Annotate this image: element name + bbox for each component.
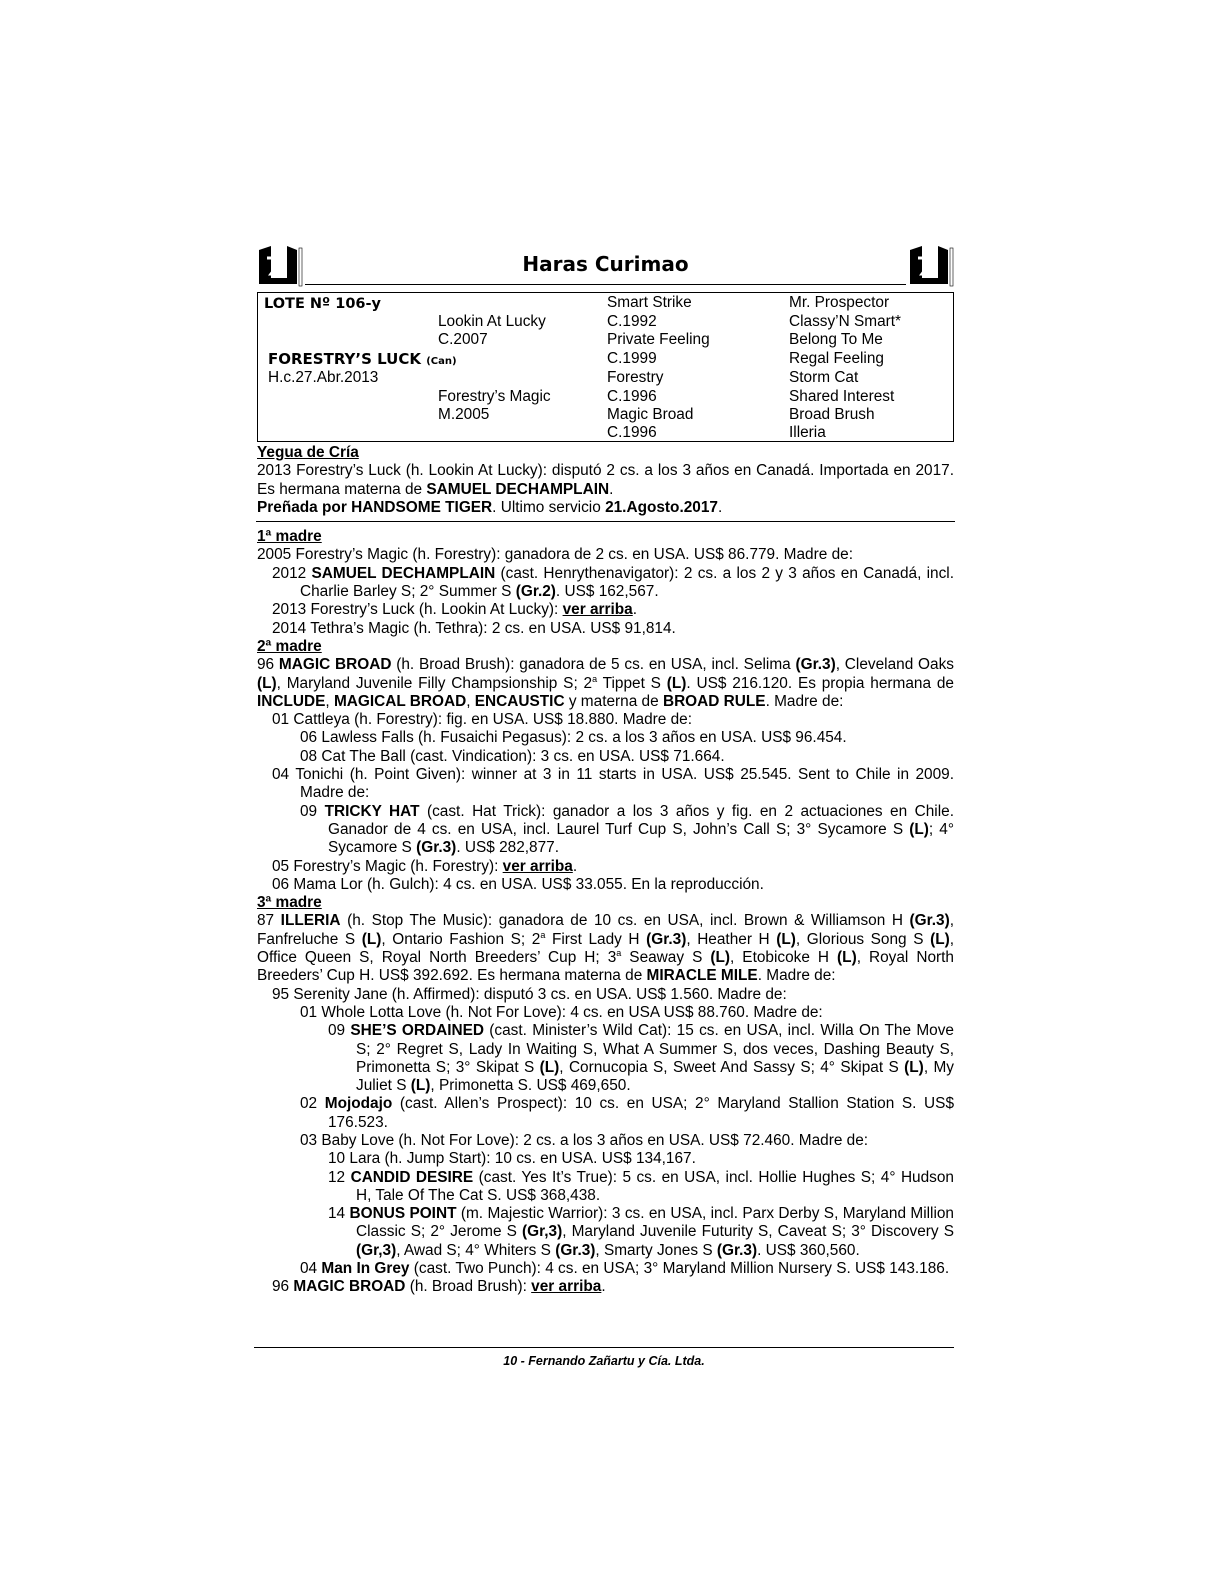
pedigree-entry: 96 MAGIC BROAD (h. Broad Brush): ver arriba. bbox=[272, 1278, 606, 1296]
pedigree-entry: 01 Cattleya (h. Forestry): fig. en USA. US$ 18.880. Madre de: bbox=[272, 711, 693, 729]
sire: Lookin At Lucky bbox=[438, 313, 546, 330]
horse-name-text: FORESTRY’S LUCK bbox=[268, 350, 421, 368]
madre1-lines bbox=[257, 546, 954, 637]
ggparent: Illeria bbox=[789, 424, 826, 441]
sire-year: C.2007 bbox=[438, 331, 488, 348]
dam: Forestry’s Magic bbox=[438, 388, 551, 405]
pedigree-entry: 04 Man In Grey (cast. Two Punch): 4 cs. en USA; 3° Maryland Million Nursery S. US$ 143.186. bbox=[300, 1260, 950, 1278]
pedigree-entry: 06 Mama Lor (h. Gulch): 4 cs. en USA. US$ 33.055. En la reproducción. bbox=[272, 875, 764, 893]
yegua-prenada: Preñada por HANDSOME TIGER. Ultimo servicio 21.Agosto.2017. bbox=[257, 498, 723, 516]
horse-desc: H.c.27.Abr.2013 bbox=[268, 369, 379, 386]
pedigree-entry: 04 Tonichi (h. Point Given): winner at 3 in 11 starts in USA. US$ 25.545. Sent to Chile in 2009. Madre de: bbox=[272, 766, 954, 802]
granddam-4-year: C.1996 bbox=[607, 424, 657, 441]
granddam-4: Magic Broad bbox=[607, 406, 694, 423]
ggparent: Belong To Me bbox=[789, 331, 883, 348]
pedigree-entry: 2013 Forestry’s Luck (h. Lookin At Lucky): ver arriba. bbox=[272, 601, 638, 619]
horse-origin: (Can) bbox=[426, 356, 457, 367]
madre3-section bbox=[257, 894, 954, 1297]
granddam-2: Private Feeling bbox=[607, 331, 710, 348]
grandsire-1-year: C.1992 bbox=[607, 313, 657, 330]
ggparent: Broad Brush bbox=[789, 406, 875, 423]
pedigree-entry: 03 Baby Love (h. Not For Love): 2 cs. a los 3 años en USA. US$ 72.460. Madre de: bbox=[300, 1131, 869, 1149]
section-divider bbox=[256, 521, 955, 522]
pedigree-entry: 95 Serenity Jane (h. Affirmed): disputó 3 cs. en USA. US$ 1.560. Madre de: bbox=[272, 985, 787, 1003]
header-rule bbox=[305, 284, 906, 285]
pedigree-entry: 01 Whole Lotta Love (h. Not For Love): 4 cs. en USA US$ 88.760. Madre de: bbox=[300, 1003, 823, 1021]
dam-year: M.2005 bbox=[438, 406, 490, 423]
pedigree-entry: 2014 Tethra’s Magic (h. Tethra): 2 cs. en USA. US$ 91,814. bbox=[272, 619, 676, 637]
pedigree-entry: 06 Lawless Falls (h. Fusaichi Pegasus): 2 cs. a los 3 años en USA. US$ 96.454. bbox=[300, 729, 847, 747]
pedigree-entry: 02 Mojodajo (cast. Allen’s Prospect): 10 cs. en USA; 2° Maryland Stallion Station S. US$ 176.523. bbox=[300, 1095, 954, 1131]
ggparent: Mr. Prospector bbox=[789, 294, 890, 311]
ggparent: Classy’N Smart* bbox=[789, 313, 902, 330]
madre3-lines bbox=[257, 912, 954, 1296]
pedigree-table bbox=[257, 292, 954, 442]
ggparent: Storm Cat bbox=[789, 369, 859, 386]
madre1-section bbox=[257, 528, 954, 638]
pedigree-entry: 09 SHE’S ORDAINED (cast. Minister’s Wild Cat): 15 cs. en USA, incl. Willa On The Move S; 2° Regret S, Lady In Waiting S, What A Summer S, dos veces, Dashing Beauty S, Primonetta S; 3° Skipat S (L), Cornucopia S, Sweet And Sassy S; 4° Skipat S (L), My Juliet S (L), Primonetta S. US$ 469,650. bbox=[328, 1022, 954, 1095]
pedigree-entry: 2012 SAMUEL DECHAMPLAIN (cast. Henrythenavigator): 2 cs. a los 2 y 3 años en Canadá, incl. Charlie Barley S; 2° Summer S (Gr.2). US$ 162,567. bbox=[272, 564, 954, 601]
haras-logo-icon bbox=[908, 244, 954, 288]
grandsire-3-year: C.1996 bbox=[607, 388, 657, 405]
ggparent: Regal Feeling bbox=[789, 350, 884, 367]
pedigree-entry: 12 CANDID DESIRE (cast. Yes It’s True): 5 cs. en USA, incl. Hollie Hughes S; 4° Hudson H, Tale Of The Cat S. US$ 368,438. bbox=[328, 1168, 954, 1204]
grandsire-1: Smart Strike bbox=[607, 294, 692, 311]
pedigree-entry: 08 Cat The Ball (cast. Vindication): 3 cs. en USA. US$ 71.664. bbox=[300, 747, 725, 765]
pedigree-entry: 09 TRICKY HAT (cast. Hat Trick): ganador a los 3 años y fig. en 2 actuaciones en Chile. Ganador de 4 cs. en USA, incl. Laurel Turf Cup S, John’s Call S; 3° Sycamore S (L); 4° Sycamore S (Gr.3). US$ 282,877. bbox=[300, 802, 954, 857]
madre3-heading: 3ª madre bbox=[257, 894, 322, 912]
madre2-lines bbox=[257, 656, 954, 894]
grandsire-3: Forestry bbox=[607, 369, 664, 386]
yegua-section bbox=[257, 444, 954, 517]
header bbox=[257, 240, 954, 290]
yegua-heading: Yegua de Cría bbox=[257, 444, 359, 461]
page-footer: 10 - Fernando Zañartu y Cía. Ltda. bbox=[254, 1347, 954, 1368]
lote-number: LOTE Nº 106-y bbox=[264, 296, 381, 312]
madre2-section bbox=[257, 638, 954, 894]
ggparent: Shared Interest bbox=[789, 388, 895, 405]
pedigree-entry: 14 BONUS POINT (m. Majestic Warrior): 3 cs. en USA, incl. Parx Derby S, Maryland Million Classic S; 2° Jerome S (Gr,3), Maryland Juvenile Futurity S, Caveat S; 3° Discovery S (Gr,3), Awad S; 4° Whiters S (Gr.3), Smarty Jones S (Gr.3). US$ 360,560. bbox=[328, 1205, 954, 1259]
granddam-2-year: C.1999 bbox=[607, 350, 657, 367]
pedigree-entry: 10 Lara (h. Jump Start): 10 cs. en USA. US$ 134,167. bbox=[328, 1150, 696, 1168]
page bbox=[257, 240, 954, 1297]
haras-title: Haras Curimao bbox=[522, 252, 689, 276]
pedigree-entry: 05 Forestry’s Magic (h. Forestry): ver arriba. bbox=[272, 857, 578, 875]
pedigree-entry: 2005 Forestry’s Magic (h. Forestry): ganadora de 2 cs. en USA. US$ 86.779. Madre de: bbox=[257, 546, 853, 564]
madre1-heading: 1ª madre bbox=[257, 528, 322, 546]
pedigree-entry: 87 ILLERIA (h. Stop The Music): ganadora de 10 cs. en USA, incl. Brown & Williamson H (Gr.3), Fanfreluche S (L), Ontario Fashion S; 2$^a$ First Lady H (Gr.3), Heather H (L), Glorious Song S (L), Office Queen S, Royal North Breeders’ Cup H; 3$^a$ Seaway S (L), Etobicoke H (L), Royal North Breeders’ Cup H. US$ 392.692. Es hermana materna de MIRACLE MILE. Madre de: bbox=[257, 912, 954, 985]
yegua-text: 2013 Forestry’s Luck (h. Lookin At Lucky): disputó 2 cs. a los 3 años en Canadá. Importada en 2017. Es hermana materna de SAMUEL DECHAMPLAIN. bbox=[257, 462, 954, 498]
madre2-heading: 2ª madre bbox=[257, 637, 322, 655]
pedigree-entry: 96 MAGIC BROAD (h. Broad Brush): ganadora de 5 cs. en USA, incl. Selima (Gr.3), Cleveland Oaks (L), Maryland Juvenile Filly Champsionship S; 2$^a$ Tippet S (L). US$ 216.120. Es propia hermana de INCLUDE, MAGICAL BROAD, ENCAUSTIC y materna de BROAD RULE. Madre de: bbox=[257, 656, 954, 710]
